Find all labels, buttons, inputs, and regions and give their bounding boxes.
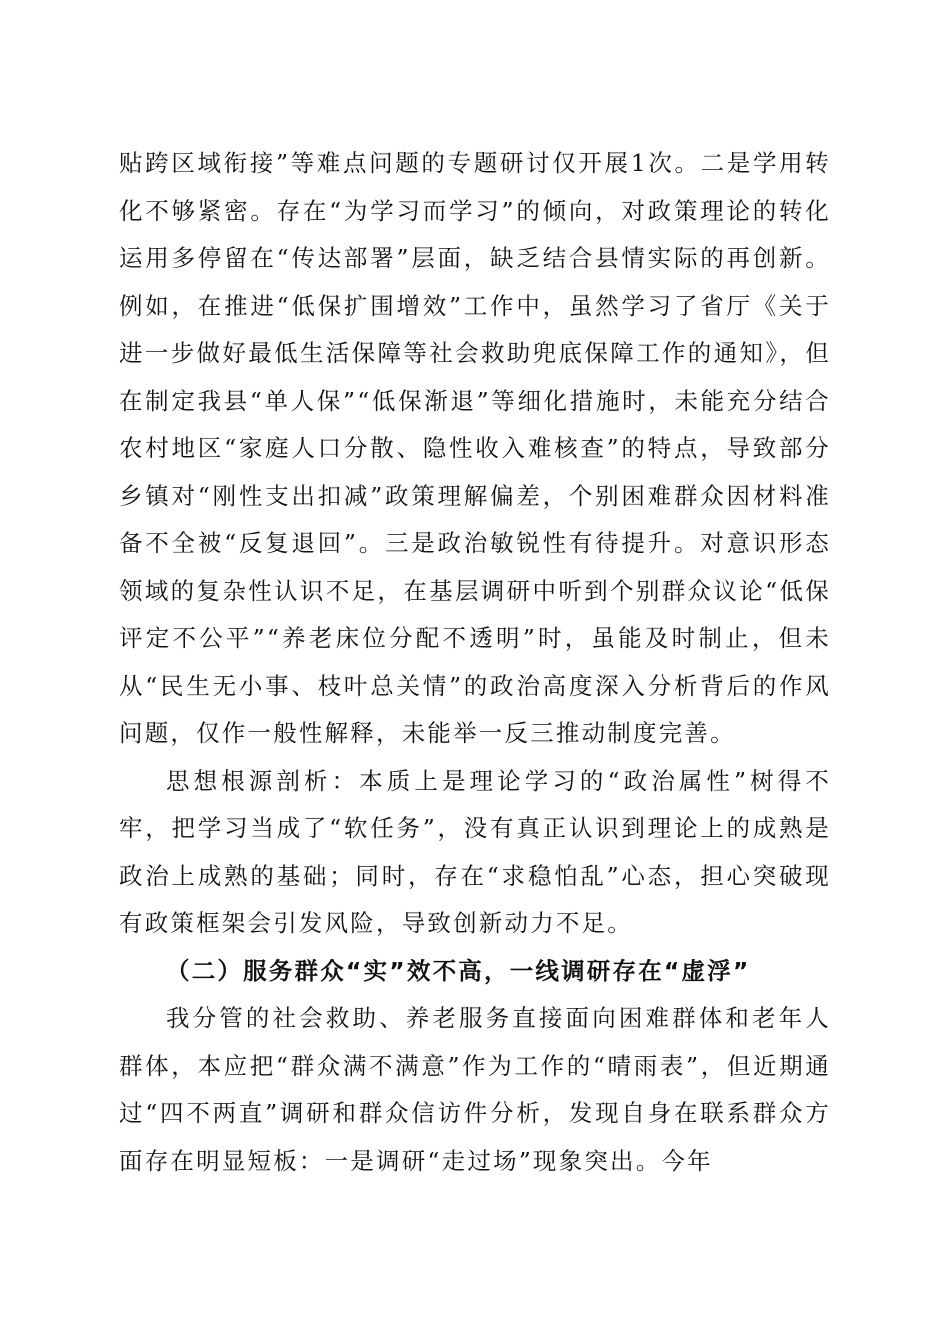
paragraph-continuation: 贴跨区域衔接”等难点问题的专题研讨仅开展1次。二是学用转化不够紧密。存在“为学习而学习”的倾向，对政策理论的转化运用多停留在“传达部署”层面，缺乏结合县情实际的再创新。例如，在推进“低保扩围增效”工作中，虽然学习了省厅《关于进一步做好最低生活保障等社会救助兜底保障工作的通知》，但在制定我县“单人保”“低保渐退”等细化措施时，未能充分结合农村地区“家庭人口分散、隐性收入难核查”的特点，导致部分乡镇对“刚性支出扣减”政策理解偏差，个别困难群众因材料准备不全被“反复退回”。三是政治敏锐性有待提升。对意识形态领域的复杂性认识不足，在基层调研中听到个别群众议论“低保评定不公平”“养老床位分配不透明”时，虽能及时制止，但未从“民生无小事、枝叶总关情”的政治高度深入分析背后的作风问题，仅作一般性解释，未能举一反三推动制度完善。 — [119, 149, 831, 747]
document-body — [119, 140, 831, 1185]
paragraph-root-cause-analysis: 思想根源剖析：本质上是理论学习的“政治属性”树得不牢，把学习当成了“软任务”，没有真正认识到理论上的成熟是政治上成熟的基础；同时，存在“求稳怕乱”心态，担心突破现有政策框架会引发风险，导致创新动力不足。 — [119, 766, 831, 937]
paragraph-service-issues: 我分管的社会救助、养老服务直接面向困难群体和老年人群体，本应把“群众满不满意”作为工作的“晴雨表”，但近期通过“四不两直”调研和群众信访件分析，发现自身在联系群众方面存在明显短板：一是调研“走过场”现象突出。今年 — [119, 1004, 831, 1175]
section-heading: （二）服务群众“实”效不高，一线调研存在“虚浮” — [166, 956, 751, 985]
